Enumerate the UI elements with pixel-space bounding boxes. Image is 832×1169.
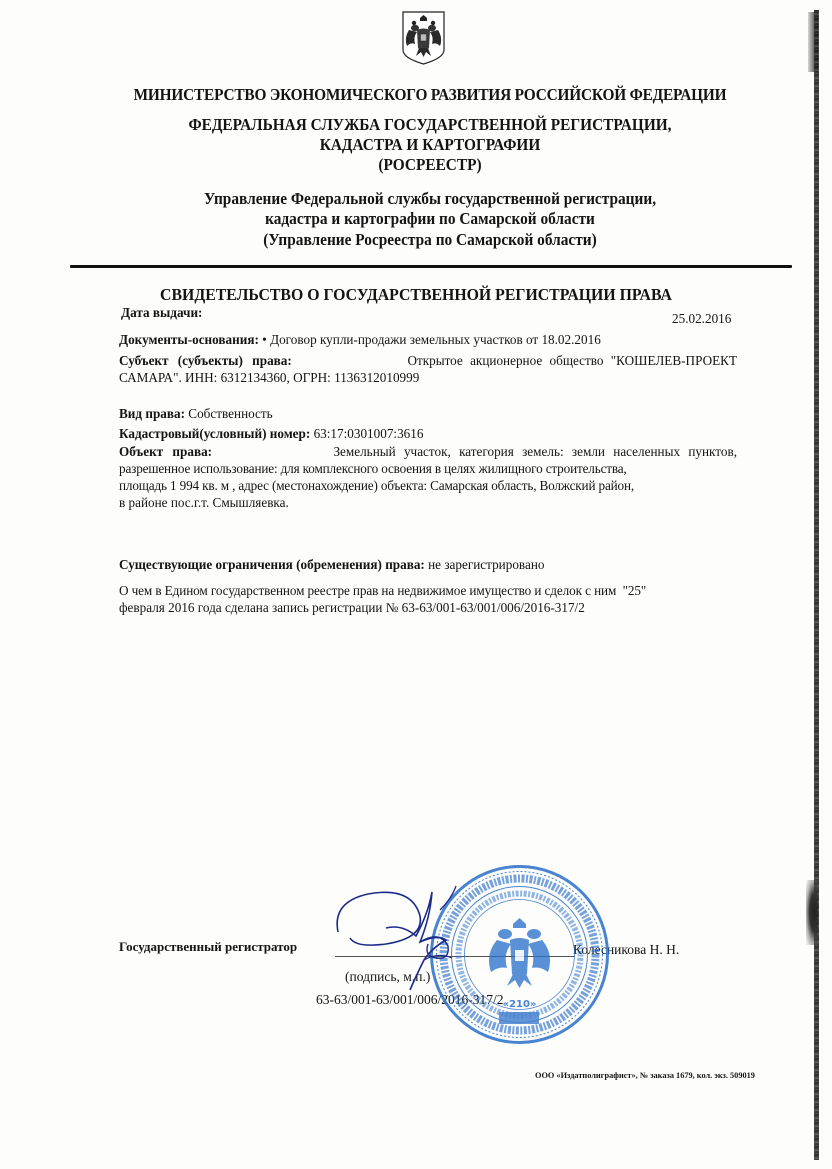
registry-record xyxy=(119,582,737,616)
cadastral-label: Кадастровый(условный) номер: xyxy=(119,426,311,441)
object-line3: площадь 1 994 кв. м , адрес (местонахождение) объекта: Самарская область, Волжский район, xyxy=(119,478,635,493)
issue-date-label xyxy=(121,304,739,321)
coat-of-arms-russia-icon xyxy=(401,10,446,66)
service-title-line: (РОСРЕЕСТР) xyxy=(378,155,482,174)
printer-imprint: ООО «Издатполиграфист», № заказа 1679, кол. экз. 509019 xyxy=(535,1071,755,1080)
registrar-label: Государственный регистратор xyxy=(119,939,298,954)
ministry-title: МИНИСТЕРСТВО ЭКОНОМИЧЕСКОГО РАЗВИТИЯ РОССИЙСКОЙ ФЕДЕРАЦИИ xyxy=(133,85,727,104)
header-divider xyxy=(70,265,792,268)
basis-label: Документы-основания: xyxy=(119,332,259,347)
subject-row xyxy=(119,352,737,386)
service-title-line: ФЕДЕРАЛЬНАЯ СЛУЖБА ГОСУДАРСТВЕННОЙ РЕГИСТРАЦИИ, xyxy=(188,115,672,134)
office-title-line: Управление Федеральной службы государственной регистрации, xyxy=(203,189,657,208)
cadastral-number: 63:17:0301007:3616 xyxy=(313,426,424,441)
right-type-row xyxy=(119,405,737,422)
encumbrance-row xyxy=(119,556,737,573)
registrar-name: Колесникова Н. Н. xyxy=(573,942,680,957)
basis-value: • Договор купли-продажи земельных участков от 18.02.2016 xyxy=(262,332,601,347)
right-type-value: Собственность xyxy=(188,406,273,421)
stamp-number: «210» xyxy=(502,999,537,1010)
signature-caption: (подпись, м.п.) xyxy=(345,969,431,984)
registry-line1: О чем в Едином государственном реестре прав на недвижимое имущество и сделок с ним "25" xyxy=(119,583,647,598)
subject-value-line1: Открытое акционерное общество "КОШЕЛЕВ-ПРОЕКТ xyxy=(407,353,737,368)
service-title-line: КАДАСТРА И КАРТОГРАФИИ xyxy=(319,135,541,154)
object-line4: в районе пос.г.т. Смышляевка. xyxy=(119,495,289,510)
subject-value-line2: САМАРА". ИНН: 6312134360, ОГРН: 1136312010999 xyxy=(119,370,420,385)
object-line1: Земельный участок, категория земель: земли населенных пунктов, xyxy=(333,444,737,459)
record-number: 63-63/001-63/001/006/2016-317/2 xyxy=(316,992,504,1007)
certificate-title: СВИДЕТЕЛЬСТВО О ГОСУДАРСТВЕННОЙ РЕГИСТРАЦИИ ПРАВА xyxy=(160,285,672,304)
scan-edge-artifact xyxy=(814,10,819,1160)
office-title-line: кадастра и картографии по Самарской области xyxy=(265,209,595,228)
object-line2: разрешенное использование: для комплексного освоения в целях жилищного строительства, xyxy=(119,461,627,476)
encumbrance-value: не зарегистрировано xyxy=(428,557,545,572)
scan-edge-artifact xyxy=(806,880,818,945)
subject-label: Субъект (субъекты) права: xyxy=(119,353,292,368)
office-title-line: (Управление Росреестра по Самарской области) xyxy=(263,230,597,249)
basis-row xyxy=(119,331,737,348)
encumbrance-label: Существующие ограничения (обременения) права: xyxy=(119,557,425,572)
issue-date-value: 25.02.2016 xyxy=(672,311,732,326)
right-type-label: Вид права: xyxy=(119,406,185,421)
object-label: Объект права: xyxy=(119,444,213,459)
object-row xyxy=(119,443,737,511)
issue-date-label-text: Дата выдачи: xyxy=(121,305,203,320)
registry-line2: февраля 2016 года сделана запись регистрации № 63-63/001-63/001/006/2016-317/2 xyxy=(119,600,585,615)
handwritten-signature-icon xyxy=(320,880,540,1000)
cadastral-row xyxy=(119,425,737,442)
